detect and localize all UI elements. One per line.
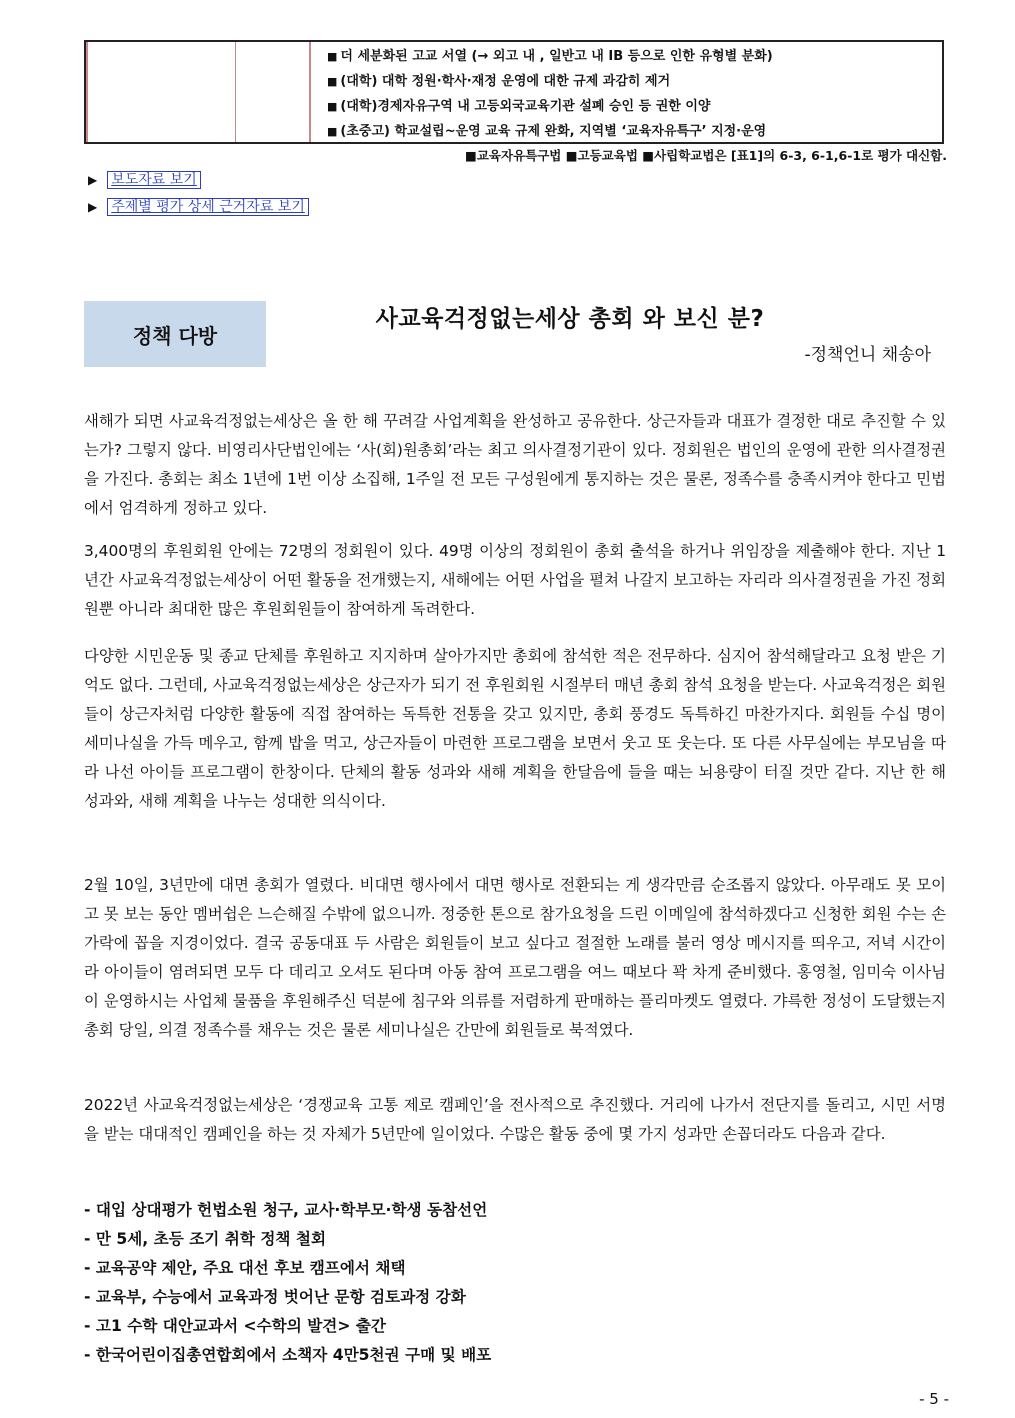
body-paragraph: 새해가 되면 사교육걱정없는세상은 올 한 해 꾸려갈 사업계획을 완성하고 공유한다. 상근자들과 대표가 결정한 대로 추진할 수 있는가? 그렇지 않다. 비영리사단법인에는 ‘사(회)원총회’라는 최고 의사결정기관이 있다. 정회원은 법인의 운영에 관한 의사결정권을 가진다. 총회는 최소 1년에 1번 이상 소집해, 1주일 전 모든 구성원에게 통지하는 것은 물론, 정족수를 충족시켜야 한다고 민법에서 엄격하게 정하고 있다. bbox=[84, 412, 946, 517]
list-item: - 만 5세, 초등 조기 취학 정책 철회 bbox=[84, 1230, 327, 1248]
square-bullet-icon: ■ bbox=[327, 50, 338, 63]
evaluation-detail-link-row bbox=[88, 196, 309, 218]
section-label: 정책 다방 bbox=[84, 301, 266, 367]
square-bullet-icon: ■ bbox=[327, 75, 338, 88]
evaluation-detail-link[interactable]: 주제별 평가 상세 근거자료 보기 bbox=[107, 198, 309, 216]
article-title: 사교육걱정없는세상 총회 와 보신 분? bbox=[375, 306, 765, 332]
table-cell-empty bbox=[86, 42, 236, 142]
table-bullet-row: ■ (대학) 대학 정원·학사·재정 운영에 대한 규제 과감히 제거 bbox=[327, 74, 671, 89]
list-item: - 교육부, 수능에서 교육과정 벗어난 문항 검토과정 강화 bbox=[84, 1288, 466, 1306]
square-bullet-icon: ■ bbox=[327, 125, 338, 138]
body-paragraph: 2월 10일, 3년만에 대면 총회가 열렸다. 비대면 행사에서 대면 행사로 전환되는 게 생각만큼 순조롭지 않았다. 아무래도 못 모이고 못 보는 동안 멤버쉽은 느슨해질 수밖에 없으니까. 정중한 톤으로 참가요청을 드린 이메일에 참석하겠다고 신청한 회원 수는 손가락에 꼽을 지경이었다. 결국 공동대표 두 사람은 회원들이 보고 싶다고 절절한 노래를 불러 영상 메시지를 띄우고, 저녁 시간이라 아이들이 염려되면 모두 다 데리고 오셔도 된다며 아동 참여 프로그램을 여느 때보다 꽉 차게 준비했다. 홍영철, 임미숙 이사님이 운영하시는 사업체 물품을 후원해주신 덕분에 침구와 의류를 저렴하게 판매하는 플리마켓도 열렸다. 갸륵한 정성이 도달했는지 총회 당일, 의결 정족수를 채우는 것은 물론 세미나실은 간만에 회원들로 북적였다. bbox=[84, 876, 946, 1039]
article-byline: -정책언니 채송아 bbox=[804, 345, 931, 365]
list-item: - 교육공약 제안, 주요 대선 후보 캠프에서 채택 bbox=[84, 1259, 406, 1277]
press-release-link[interactable]: 보도자료 보기 bbox=[107, 171, 201, 189]
list-item: - 고1 수학 대안교과서 <수학의 발견> 출간 bbox=[84, 1317, 386, 1335]
table-bullet-row: ■ 더 세분화된 고교 서열 (→ 외고 내 , 일반고 내 IB 등으로 인한 유형별 분화) bbox=[327, 49, 773, 64]
table-footnote: ■교육자유특구법 ■고등교육법 ■사립학교법은 [표1]의 6-3, 6-1,6-1로 평가 대신함. bbox=[465, 148, 947, 163]
body-paragraph: 3,400명의 후원회원 안에는 72명의 정회원이 있다. 49명 이상의 정회원이 총회 출석을 하거나 위임장을 제출해야 한다. 지난 1년간 사교육걱정없는세상이 어떤 활동을 전개했는지, 새해에는 어떤 사업을 펼쳐 나갈지 보고하는 자리라 의사결정권을 가진 정회원뿐 아니라 최대한 많은 후원회원들이 참여하게 독려한다. bbox=[84, 542, 946, 618]
triangle-right-icon: ▶ bbox=[88, 173, 98, 187]
press-release-link-row bbox=[88, 169, 201, 191]
square-bullet-icon: ■ bbox=[327, 100, 338, 113]
body-paragraph: 2022년 사교육걱정없는세상은 ‘경쟁교육 고통 제로 캠페인’을 전사적으로 추진했다. 거리에 나가서 전단지를 돌리고, 시민 서명을 받는 대대적인 캠페인을 하는 것 자체가 5년만에 일이었다. 수많은 활동 중에 몇 가지 성과만 손꼽더라도 다음과 같다. bbox=[84, 1096, 946, 1143]
body-paragraph: 다양한 시민운동 및 종교 단체를 후원하고 지지하며 살아가지만 총회에 참석한 적은 전무하다. 심지어 참석해달라고 요청 받은 기억도 없다. 그런데, 사교육걱정없는세상은 상근자가 되기 전 후원회원 시절부터 매년 총회 참석 요청을 받는다. 사교육걱정은 회원들이 상근자처럼 다양한 활동에 직접 참여하는 독특한 전통을 갖고 있지만, 총회 풍경도 독특하긴 마찬가지다. 회원들 수십 명이 세미나실을 가득 메우고, 함께 밥을 먹고, 상근자들이 마련한 프로그램을 보면서 웃고 또 웃는다. 또 다른 사무실에는 부모님을 따라 나선 아이들 프로그램이 한창이다. 단체의 활동 성과와 새해 계획을 한달음에 들을 때는 뇌용량이 터질 것만 같다. 지난 한 해 성과와, 새해 계획을 나누는 성대한 의식이다. bbox=[84, 647, 946, 810]
list-item: - 대입 상대평가 헌법소원 청구, 교사·학부모·학생 동참선언 bbox=[84, 1201, 488, 1219]
triangle-right-icon: ▶ bbox=[88, 200, 98, 214]
page-number: - 5 - bbox=[919, 1390, 949, 1408]
achievements-list bbox=[84, 1196, 491, 1370]
table-bullet-row: ■ (대학)경제자유구역 내 고등외국교육기관 설폐 승인 등 권한 이양 bbox=[327, 99, 711, 114]
policy-table-fragment bbox=[84, 40, 944, 144]
table-cell-empty bbox=[236, 42, 310, 142]
table-cell-bullets bbox=[310, 42, 942, 142]
list-item: - 한국어린이집총연합회에서 소책자 4만5천권 구매 및 배포 bbox=[84, 1346, 492, 1364]
table-bullet-row: ■ (초중고) 학교설립~운영 교육 규제 완화, 지역별 ‘교육자유특구’ 지정·운영 bbox=[327, 124, 767, 139]
